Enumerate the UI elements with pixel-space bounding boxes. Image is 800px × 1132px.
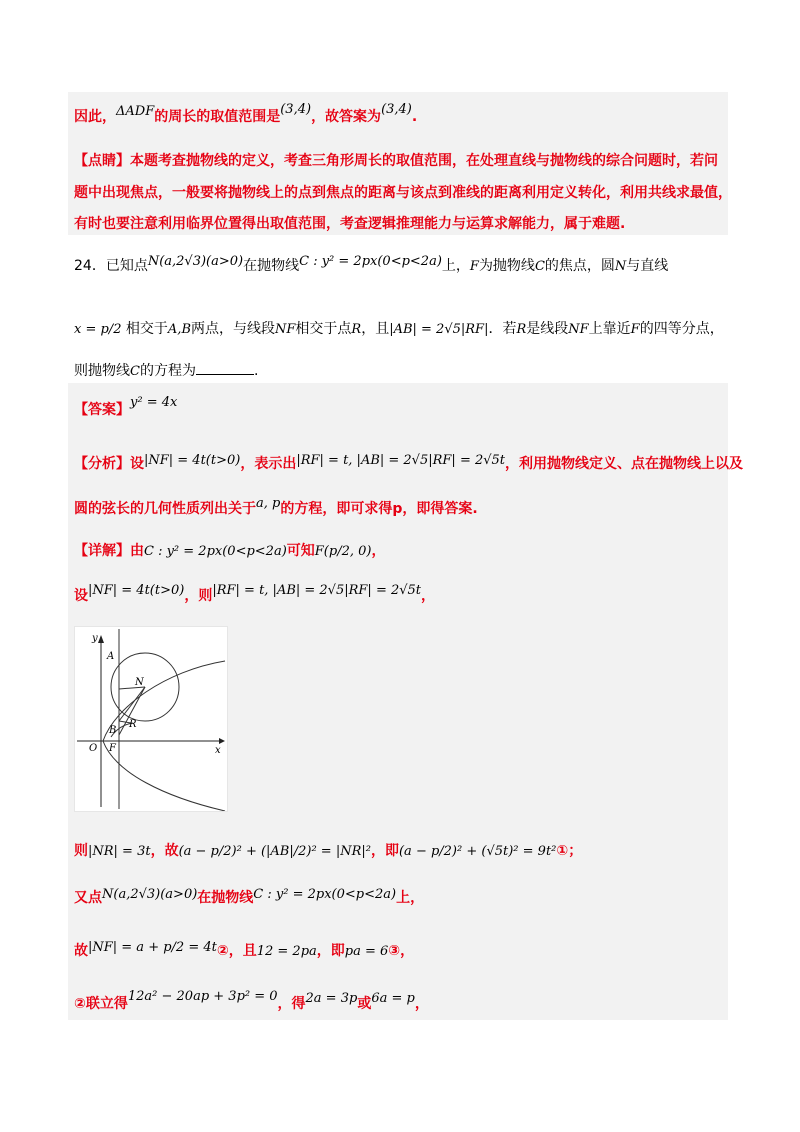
label-b: B [109,725,117,736]
detail-line-3: 则|NR| = 3t，故(a − p/2)² + (|AB|/2)² = |NR|²，即(a − p/2)² + (√5t)² = 9t²①； [74,843,583,859]
conclusion-line: 因此，ΔADF的周长的取值范围是(3,4)，故答案为(3,4). [74,102,418,125]
detail-line-1: 【详解】由C : y² = 2px(0<p<2a)可知F(p/2, 0)， [74,543,386,559]
x-axis-arrow [219,738,225,744]
problem-line-2: x = p/2 相交于A,B两点，与线段NF相交于点R，且|AB| = 2√5|RF|．若R是线段NF上靠近F的四等分点， [74,321,724,337]
detail-line-5: 故|NF| = a + p/2 = 4t②，且12 = 2pa，即pa = 6③， [74,940,415,959]
detail-line-2: 设|NF| = 4t(t>0)，则|RF| = t, |AB| = 2√5|RF| = 2√5t， [74,583,436,604]
detail-line-6: ②联立得12a² − 20ap + 3p² = 0，得2a = 3p或6a = p， [74,989,429,1012]
label-n: N [135,677,144,688]
answer-line [74,395,178,419]
label-a: A [107,651,115,662]
parabola-circle-figure [74,626,228,812]
segment-nb [119,687,145,721]
answer-blank [196,362,254,375]
analysis-line-2: 圆的弦长的几何性质列出关于a, p的方程，即可求得p，即得答案. [74,496,478,517]
label-o: O [89,743,98,754]
detail-line-4: 又点N(a,2√3)(a>0)在抛物线C : y² = 2px(0<p<2a)上， [74,887,425,906]
comment-line-2: 题中出现焦点，一般要将抛物线上的点到焦点的距离与该点到准线的距离利用定义转化，利用共线求最值， [74,185,732,201]
analysis-line-1: 【分析】设|NF| = 4t(t>0)，表示出|RF| = t, |AB| = 2√5|RF| = 2√5t，利用抛物线定义、点在抛物线上以及 [74,453,744,472]
label-y: y [92,633,98,644]
y-axis-arrow [98,635,104,643]
comment-line-1: 【点睛】本题考查抛物线的定义，考查三角形周长的取值范围，在处理直线与抛物线的综合问题时，若问 [74,153,718,169]
label-r: R [129,719,137,730]
answer-range: (3,4) [381,102,412,117]
answer-tag: 【答案】 [74,402,130,418]
comment-line-3: 有时也要注意利用临界位置得出取值范围，考查逻辑推理能力与运算求解能力，属于难题. [74,216,626,232]
label-x: x [215,745,221,756]
label-f: F [109,743,116,754]
range-value: (3,4) [280,102,312,117]
parabola-curve [103,661,225,811]
triangle-label: ΔADF [116,104,155,119]
analysis-tag: 【分析】 [74,456,130,472]
detail-tag: 【详解】 [74,543,130,559]
answer-formula: y² = 4x [130,395,178,410]
figure-svg [75,627,227,811]
problem-line-1: 24．已知点N(a,2√3)(a>0)在抛物线C : y² = 2px(0<p<2a)上，F为抛物线C的焦点，圆N与直线 [74,254,669,274]
problem-line-3: 则抛物线C的方程为 . [74,363,259,379]
